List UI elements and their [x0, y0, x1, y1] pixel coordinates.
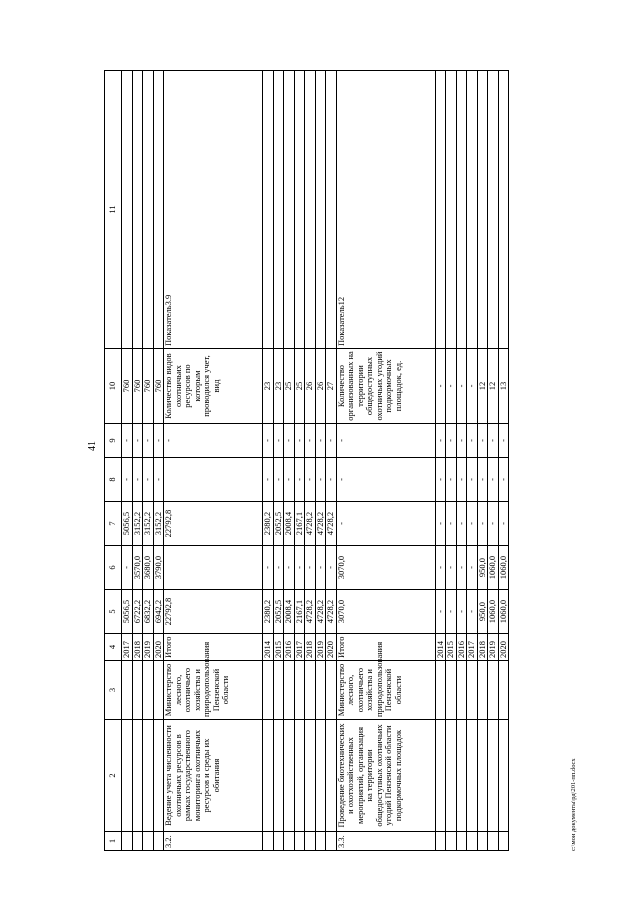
cell-c7: 2380,2 [263, 502, 274, 546]
cell-c8: - [326, 458, 337, 502]
empty-cell [305, 720, 316, 832]
cell-c8: - [446, 458, 457, 502]
table-row [263, 71, 274, 851]
cell-c7: - [446, 502, 457, 546]
cell-year: 2019 [143, 634, 154, 661]
cell-c6: 3570,0 [132, 546, 143, 590]
table-row [488, 71, 499, 851]
cell-c9: - [456, 424, 467, 458]
cell-c6: - [456, 546, 467, 590]
empty-cell [446, 71, 457, 349]
cell-year: 2017 [294, 634, 305, 661]
empty-cell [284, 832, 295, 851]
empty-cell [446, 661, 457, 720]
cell-c9: - [498, 424, 509, 458]
empty-cell [153, 832, 164, 851]
cell-c7: 5056,5 [122, 502, 133, 546]
cell-c9: - [132, 424, 143, 458]
cell-year: 2018 [477, 634, 488, 661]
cell-c7: 3152,2 [143, 502, 154, 546]
cell-c10: 23 [273, 349, 284, 424]
cell-year: 2019 [315, 634, 326, 661]
cell-c6: - [467, 546, 478, 590]
empty-cell [273, 832, 284, 851]
table-row [284, 71, 295, 851]
cell-c7: 4728,2 [315, 502, 326, 546]
cell-c10: 12 [488, 349, 499, 424]
empty-cell [326, 661, 337, 720]
table-row [446, 71, 457, 851]
header-cell: 9 [105, 424, 122, 458]
cell-c6: - [446, 546, 457, 590]
cell-c7: 3152,2 [153, 502, 164, 546]
header-cell: 6 [105, 546, 122, 590]
table-row [435, 71, 446, 851]
empty-cell [122, 832, 133, 851]
cell-c10: 760 [132, 349, 143, 424]
empty-cell [263, 832, 274, 851]
total-year: Итого [164, 634, 263, 661]
empty-cell [132, 661, 143, 720]
total-c5: 22792,8 [164, 590, 263, 634]
empty-cell [143, 71, 154, 349]
cell-c7: - [498, 502, 509, 546]
empty-cell [132, 71, 143, 349]
cell-c9: - [446, 424, 457, 458]
empty-cell [477, 661, 488, 720]
total-c5: 3070,0 [336, 590, 435, 634]
empty-cell [326, 71, 337, 349]
cell-c7: - [477, 502, 488, 546]
table-row [477, 71, 488, 851]
cell-year: 2016 [456, 634, 467, 661]
empty-cell [435, 720, 446, 832]
cell-c7: - [488, 502, 499, 546]
table-body [105, 71, 509, 851]
cell-c6: - [284, 546, 295, 590]
cell-c6: - [294, 546, 305, 590]
header-cell: 4 [105, 634, 122, 661]
empty-cell [143, 720, 154, 832]
empty-cell [467, 720, 478, 832]
empty-cell [488, 832, 499, 851]
cell-c6: 3680,0 [143, 546, 154, 590]
cell-c8: - [294, 458, 305, 502]
cell-c10: 26 [305, 349, 316, 424]
cell-c8: - [132, 458, 143, 502]
cell-c5: - [446, 590, 457, 634]
cell-c9: - [477, 424, 488, 458]
empty-cell [467, 661, 478, 720]
empty-cell [498, 832, 509, 851]
total-c8 [164, 458, 263, 502]
empty-cell [294, 832, 305, 851]
cell-c5: - [456, 590, 467, 634]
cell-c9: - [467, 424, 478, 458]
table-row [153, 71, 164, 851]
empty-cell [284, 661, 295, 720]
total-c10: Количество видов охотничьих ресурсов по которым проводился учет, вид [164, 349, 263, 424]
empty-cell [153, 661, 164, 720]
empty-cell [488, 71, 499, 349]
cell-c8: - [263, 458, 274, 502]
cell-year: 2018 [132, 634, 143, 661]
header-cell: 2 [105, 720, 122, 832]
empty-cell [315, 71, 326, 349]
cell-c9: - [143, 424, 154, 458]
cell-c6: - [315, 546, 326, 590]
cell-year: 2020 [326, 634, 337, 661]
header-cell: 8 [105, 458, 122, 502]
empty-cell [477, 832, 488, 851]
empty-cell [435, 71, 446, 349]
empty-cell [498, 71, 509, 349]
empty-cell [326, 832, 337, 851]
total-c10: Количество организованных на территории общедоступных охотничьих угодий подкормочных площадок, ед. [336, 349, 435, 424]
cell-c5: 6722,2 [132, 590, 143, 634]
empty-cell [294, 71, 305, 349]
cell-c6: 3790,0 [153, 546, 164, 590]
cell-c5: 4728,2 [305, 590, 316, 634]
cell-c9: - [122, 424, 133, 458]
empty-cell [263, 71, 274, 349]
cell-c8: - [153, 458, 164, 502]
empty-cell [263, 661, 274, 720]
header-cell: 5 [105, 590, 122, 634]
page-number: 41 [87, 441, 98, 451]
indicator-label: Показатель3.9 [164, 71, 263, 349]
empty-cell [477, 71, 488, 349]
empty-cell [477, 720, 488, 832]
cell-year: 2017 [122, 634, 133, 661]
cell-year: 2014 [263, 634, 274, 661]
empty-cell [305, 832, 316, 851]
cell-c8: - [488, 458, 499, 502]
table-row [273, 71, 284, 851]
cell-c8: - [467, 458, 478, 502]
empty-cell [446, 832, 457, 851]
cell-c5: 2380,2 [263, 590, 274, 634]
cell-c7: - [435, 502, 446, 546]
cell-c10: 760 [143, 349, 154, 424]
cell-c9: - [263, 424, 274, 458]
total-c9: - [164, 424, 263, 458]
header-row [105, 71, 122, 851]
empty-cell [294, 661, 305, 720]
empty-cell [284, 720, 295, 832]
header-cell: 11 [105, 71, 122, 349]
cell-c8: - [273, 458, 284, 502]
section-name: Ведение учета численности охотничьих ресурсов в рамках государственного мониторинга охотничьих ресурсов и среды их обитания [164, 720, 263, 832]
table-row [315, 71, 326, 851]
cell-c5: 6832,2 [143, 590, 154, 634]
cell-c5: 1060,0 [498, 590, 509, 634]
empty-cell [498, 720, 509, 832]
total-c6 [164, 546, 263, 590]
header-cell: 3 [105, 661, 122, 720]
cell-c9: - [326, 424, 337, 458]
cell-c10: - [435, 349, 446, 424]
cell-year: 2016 [284, 634, 295, 661]
cell-c7: - [456, 502, 467, 546]
cell-c8: - [305, 458, 316, 502]
table-row [143, 71, 154, 851]
cell-c6: - [435, 546, 446, 590]
cell-c9: - [273, 424, 284, 458]
cell-c6: - [122, 546, 133, 590]
empty-cell [153, 71, 164, 349]
empty-cell [467, 832, 478, 851]
section-row [164, 71, 263, 851]
table-row [467, 71, 478, 851]
cell-c5: 4728,2 [315, 590, 326, 634]
cell-c10: 27 [326, 349, 337, 424]
cell-c8: - [284, 458, 295, 502]
empty-cell [456, 661, 467, 720]
empty-cell [435, 832, 446, 851]
header-cell: 1 [105, 832, 122, 851]
total-c9: - [336, 424, 435, 458]
cell-year: 2015 [446, 634, 457, 661]
cell-c8: - [122, 458, 133, 502]
section-row [336, 71, 435, 851]
cell-year: 2014 [435, 634, 446, 661]
empty-cell [273, 661, 284, 720]
cell-c5: 2167,1 [294, 590, 305, 634]
table-row [305, 71, 316, 851]
program-table [104, 70, 509, 851]
cell-c6: 1060,0 [488, 546, 499, 590]
cell-c7: 2008,4 [284, 502, 295, 546]
table-row [132, 71, 143, 851]
section-executor: Министерство лесного, охотничьего хозяйства и природопользования Пензенской области [336, 661, 435, 720]
table-row [294, 71, 305, 851]
total-c7: 22792,8 [164, 502, 263, 546]
empty-cell [143, 661, 154, 720]
cell-c5: 1060,0 [488, 590, 499, 634]
cell-c9: - [315, 424, 326, 458]
cell-c7: 4728,2 [326, 502, 337, 546]
empty-cell [143, 832, 154, 851]
indicator-label: Показатель12 [336, 71, 435, 349]
cell-c10: - [446, 349, 457, 424]
header-cell: 10 [105, 349, 122, 424]
total-c7: - [336, 502, 435, 546]
cell-c6: - [326, 546, 337, 590]
section-name: Проведение биотехнических и охотхозяйственных мероприятий, организация на территории общедоступных охотничьих угодий Пензенской области подкормочных площадок [336, 720, 435, 832]
empty-cell [498, 661, 509, 720]
cell-c5: 4728,2 [326, 590, 337, 634]
section-executor: Министерство лесного, охотничьего хозяйства и природопользования Пензенской области [164, 661, 263, 720]
cell-year: 2017 [467, 634, 478, 661]
cell-c9: - [488, 424, 499, 458]
table-row [456, 71, 467, 851]
cell-c10: 12 [477, 349, 488, 424]
empty-cell [456, 720, 467, 832]
cell-c7: 2167,1 [294, 502, 305, 546]
empty-cell [273, 720, 284, 832]
section-number: 3.2. [164, 832, 263, 851]
cell-c9: - [305, 424, 316, 458]
empty-cell [488, 661, 499, 720]
total-c8: - [336, 458, 435, 502]
cell-c5: 2052,5 [273, 590, 284, 634]
empty-cell [153, 720, 164, 832]
empty-cell [294, 720, 305, 832]
cell-c10: 25 [284, 349, 295, 424]
cell-c10: 26 [315, 349, 326, 424]
cell-c10: - [467, 349, 478, 424]
cell-c9: - [153, 424, 164, 458]
cell-c7: 4728,2 [305, 502, 316, 546]
cell-c8: - [456, 458, 467, 502]
cell-c6: 950,0 [477, 546, 488, 590]
cell-c5: - [435, 590, 446, 634]
header-cell: 7 [105, 502, 122, 546]
empty-cell [456, 832, 467, 851]
cell-year: 2020 [498, 634, 509, 661]
empty-cell [263, 720, 274, 832]
empty-cell [446, 720, 457, 832]
cell-c5: 5056,5 [122, 590, 133, 634]
cell-c10: 760 [153, 349, 164, 424]
table-row [122, 71, 133, 851]
rotated-page [82, 71, 582, 851]
cell-c8: - [498, 458, 509, 502]
table-row [498, 71, 509, 851]
cell-c5: 6942,2 [153, 590, 164, 634]
empty-cell [122, 71, 133, 349]
empty-cell [315, 832, 326, 851]
total-year: Итого [336, 634, 435, 661]
empty-cell [435, 661, 446, 720]
cell-c10: 760 [122, 349, 133, 424]
empty-cell [488, 720, 499, 832]
cell-c10: 13 [498, 349, 509, 424]
section-number: 3.3. [336, 832, 435, 851]
cell-c9: - [435, 424, 446, 458]
empty-cell [273, 71, 284, 349]
cell-c9: - [294, 424, 305, 458]
table-row [326, 71, 337, 851]
cell-c9: - [284, 424, 295, 458]
cell-c5: 950,0 [477, 590, 488, 634]
cell-c6: 1060,0 [498, 546, 509, 590]
empty-cell [132, 720, 143, 832]
cell-c10: - [456, 349, 467, 424]
cell-c5: - [467, 590, 478, 634]
empty-cell [122, 661, 133, 720]
empty-cell [132, 832, 143, 851]
cell-c8: - [477, 458, 488, 502]
cell-year: 2019 [488, 634, 499, 661]
cell-year: 2018 [305, 634, 316, 661]
empty-cell [284, 71, 295, 349]
cell-c6: - [263, 546, 274, 590]
empty-cell [467, 71, 478, 349]
cell-c8: - [435, 458, 446, 502]
file-path-footer: с:\мои документы\рд\201-пп.docx [570, 758, 577, 851]
cell-c6: - [305, 546, 316, 590]
cell-c5: 2008,4 [284, 590, 295, 634]
cell-c10: 25 [294, 349, 305, 424]
cell-year: 2020 [153, 634, 164, 661]
cell-c7: - [467, 502, 478, 546]
empty-cell [456, 71, 467, 349]
empty-cell [315, 661, 326, 720]
total-c6: 3070,0 [336, 546, 435, 590]
cell-c7: 2052,5 [273, 502, 284, 546]
cell-c10: 23 [263, 349, 274, 424]
empty-cell [122, 720, 133, 832]
empty-cell [315, 720, 326, 832]
cell-c6: - [273, 546, 284, 590]
cell-c8: - [315, 458, 326, 502]
empty-cell [305, 71, 316, 349]
empty-cell [326, 720, 337, 832]
cell-year: 2015 [273, 634, 284, 661]
cell-c8: - [143, 458, 154, 502]
empty-cell [305, 661, 316, 720]
cell-c7: 3152,2 [132, 502, 143, 546]
